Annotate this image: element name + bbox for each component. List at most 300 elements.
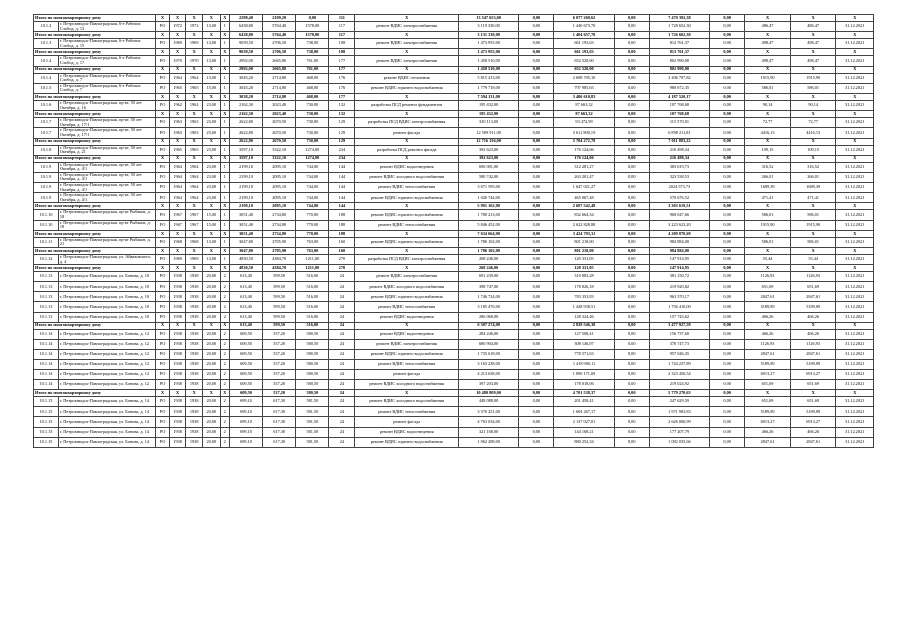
table-cell: X [202,248,220,255]
table-cell: 801 218,00 [554,237,614,247]
table-cell: 471,41 [745,193,791,203]
table-cell: X [202,203,220,210]
table-cell: 744,00 [296,183,329,193]
table-cell: 115 570,01 [649,118,709,128]
table-cell: X [202,230,220,237]
table-cell: 312 281,27 [554,162,614,172]
table-cell: 10.1.15 [34,397,59,407]
table-cell: 2734,80 [263,230,296,237]
table-cell: 10.1.10 [34,210,59,220]
table-cell: РО [156,359,169,369]
table-cell: 0,00 [614,162,649,172]
table-cell: 1938 [169,329,186,339]
table-cell: 1963 [169,128,186,138]
table-cell: X [355,390,459,397]
table-cell: 10.1.14 [34,329,59,339]
table-cell: 24 [329,282,355,292]
table-cell: 1 [220,193,229,203]
table-cell: 651,69 [790,282,836,292]
table-cell: 144 [329,203,355,210]
table-cell: X [156,155,169,162]
table-cell: 466,26 [745,312,791,322]
table-cell: 516,00 [296,292,329,302]
table-cell: 2 [220,282,229,292]
table-cell: 1126,93 [790,339,836,349]
table-cell: 0,00 [519,138,554,145]
total-label-cell: Итого по многоквартирному дому [34,203,156,210]
table-row [34,73,874,83]
table-cell: 31.12.2021 [836,73,874,83]
table-cell: 466,26 [745,329,791,339]
table-cell: ремонт фасада [355,417,459,427]
table-cell: X [156,93,169,100]
table-cell: 6 898 211,81 [649,128,709,138]
table-cell: X [745,203,791,210]
table-cell: 2199,10 [229,172,262,182]
table-cell: РО [156,437,169,447]
table-cell: 20,00 [202,359,220,369]
table-cell: 1938 [186,302,203,312]
table-cell: X [186,322,203,329]
table-cell: 3 131 330,00 [459,32,519,39]
table-cell: 7 594 131,00 [459,93,519,100]
table-cell: РО [156,329,169,339]
table-cell: 0,00 [709,329,744,339]
table-cell: X [220,49,229,56]
table-cell: 1274,00 [296,145,329,155]
table-cell: X [745,111,791,118]
table-cell: X [745,230,791,237]
table-cell: 5 815 413,00 [459,73,519,83]
table-cell: 24 [329,272,355,282]
table-cell: 609,50 [229,349,262,359]
table-cell: 383 619,73 [649,162,709,172]
table-cell: 609,50 [229,329,262,339]
table-cell: 0,00 [709,111,744,118]
table-cell: 2714,80 [263,93,296,100]
table-cell: 2 [220,380,229,390]
table-cell: 2199,10 [229,162,262,172]
table-cell: ремонт ВДИС теплоснабжения [355,220,459,230]
table-cell: 1938 [169,370,186,380]
table-cell: 3322,10 [263,155,296,162]
table-cell: 2 [220,312,229,322]
table-cell: 0,00 [614,49,649,56]
table-cell: 31.12.2021 [836,292,874,302]
table-cell: 93 472,99 [554,118,614,128]
table-cell: 0,00 [519,66,554,73]
table-cell: 2705,90 [263,248,296,255]
table-cell: 1938 [186,417,203,427]
table-cell: 1963 [186,128,203,138]
table-cell: 15,00 [202,220,220,230]
table-cell: 31.12.2021 [836,282,874,292]
table-cell: 0,00 [519,397,554,407]
table-cell: РО [156,397,169,407]
table-cell: 6 077 260,62 [554,15,614,22]
table-cell: 699,10 [229,417,262,427]
table-cell: 2 [220,292,229,302]
table-cell: 1938 [186,380,203,390]
table-cell: г. Петрозаводск-Павлоградская, пр-кт Рыбаков, д. 21 [58,237,155,247]
table-cell: РО [156,83,169,93]
table-cell: 537,20 [263,380,296,390]
table-cell: 738,00 [296,49,329,56]
table-cell: 609,50 [229,359,262,369]
table-cell: 0,00 [519,359,554,369]
table-cell: РО [156,427,169,437]
table-cell: 0,00 [614,437,649,447]
table-cell: 3045,20 [229,83,262,93]
table-cell: X [169,390,186,397]
table-cell: 178 826,18 [554,282,614,292]
table-cell: 1938 [186,370,203,380]
table-cell: 10.1.11 [34,237,59,247]
table-cell: РО [156,370,169,380]
table-cell: 160 [329,237,355,247]
table-cell: 9039,50 [229,39,262,49]
spreadsheet-page [33,14,874,448]
table-cell: 107 768,68 [649,111,709,118]
table-cell: 0,00 [519,172,554,182]
table-cell: 0,00 [709,39,744,49]
table-cell: 10.1.15 [34,427,59,437]
table-cell: 537,20 [263,329,296,339]
table-cell: 1962 [186,100,203,110]
table-cell: X [186,49,203,56]
table-cell: 0,00 [519,427,554,437]
table-cell: 0,00 [614,210,649,220]
table-cell: 0,00 [709,220,744,230]
table-cell: 0,00 [614,427,649,437]
table-cell: 686 904,00 [459,339,519,349]
table-cell: 599,50 [263,322,296,329]
table-cell: 13,00 [202,237,220,247]
table-cell: 129 [329,128,355,138]
table-cell: 651,69 [745,380,791,390]
table-cell: 690 001,00 [459,162,519,172]
table-cell: 516,00 [296,302,329,312]
table-cell: 763,00 [296,237,329,247]
table-cell: X [836,15,874,22]
total-row [34,32,874,39]
table-cell: 0,00 [519,56,554,66]
table-cell: 268 246,00 [459,265,519,272]
table-cell: 4 187 520,17 [649,93,709,100]
table-cell: X [790,265,836,272]
table-cell: 1964 [169,172,186,182]
table-cell: 0,00 [519,100,554,110]
table-cell: 10.1.9 [34,162,59,172]
table-cell: 797 985,65 [554,83,614,93]
total-row [34,265,874,272]
total-label-cell: Итого по многоквартирному дому [34,322,156,329]
table-cell: X [836,265,874,272]
table-cell: 31.12.2021 [836,255,874,265]
table-cell: 1 458 510,00 [459,66,519,73]
table-cell: 188 [329,230,355,237]
table-row [34,237,874,247]
table-cell: 1964 [169,183,186,193]
table-cell: 2622,80 [229,118,262,128]
table-cell: 3047,80 [229,248,262,255]
table-cell: 6 307 274,00 [459,322,519,329]
table-cell: 13,00 [202,22,220,32]
table-cell: 468,00 [296,93,329,100]
table-cell: 31.12.2021 [836,118,874,128]
table-cell: 0,00 [296,15,329,22]
table-cell: 1970 [186,56,203,66]
table-cell: 1 026 744,00 [459,193,519,203]
table-cell: ремонт ВДИС горячего водоснабжения [355,292,459,302]
table-cell: X [836,32,874,39]
table-cell: 55,44 [790,255,836,265]
total-row [34,66,874,73]
table-cell: X [745,32,791,39]
table-cell: X [836,248,874,255]
table-row [34,100,874,110]
table-cell: г. Петрозаводск-Павлоградская, 6-е Рабочих Слобод, д. 15 [58,39,155,49]
table-cell: 0,00 [709,145,744,155]
table-cell: 1965 [169,145,186,155]
table-cell: 0,00 [519,93,554,100]
table-cell: 609,50 [229,339,262,349]
table-cell: 1969 [169,39,186,49]
table-cell: 2 137 027,01 [554,417,614,427]
table-cell: г. Петрозаводск-Павлоградская, ул. Бонова, д. 12 [58,339,155,349]
table-cell: 1 726 662,30 [649,32,709,39]
table-cell: 6438,80 [229,32,262,39]
table-cell: 12 509 911,00 [459,128,519,138]
table-cell: 0,00 [614,329,649,339]
table-row [34,162,874,172]
table-cell: 1915,90 [745,73,791,83]
table-cell: X [355,111,459,118]
table-cell: 0,00 [614,118,649,128]
table-row [34,407,874,417]
table-cell: 31.12.2021 [836,370,874,380]
table-cell: 3051,40 [229,220,262,230]
table-cell: 1 [220,39,229,49]
table-cell: 24 [329,417,355,427]
table-cell: 31.12.2021 [836,100,874,110]
table-cell: 201 458,41 [554,397,614,407]
table-cell: 1972 [169,22,186,32]
table-cell: РО [156,282,169,292]
table-cell: ремонт фасада [355,128,459,138]
table-cell: 0,00 [709,193,744,203]
table-cell: 0,00 [519,322,554,329]
table-cell: 0,00 [709,380,744,390]
total-label-cell: Итого по многоквартирному дому [34,248,156,255]
table-cell: 599,50 [263,312,296,322]
table-cell: 111 [329,15,355,22]
table-cell: 7 470 392,38 [649,15,709,22]
table-cell: 20,00 [202,339,220,349]
table-cell: 661 193,63 [554,49,614,56]
table-cell: 1938 [169,359,186,369]
total-row [34,93,874,100]
table-cell: 13,00 [202,255,220,265]
table-cell: 2298,40 [229,15,262,22]
table-cell: РО [156,56,169,66]
table-cell: 24 [329,339,355,349]
table-cell: 699,10 [229,427,262,437]
table-cell: 20,00 [202,329,220,339]
total-row [34,138,874,145]
table-cell: X [156,138,169,145]
table-row [34,370,874,380]
table-row [34,193,874,203]
table-cell: 617,30 [263,407,296,417]
table-cell: 3038,20 [229,93,262,100]
table-cell: X [790,390,836,397]
table-cell: X [836,66,874,73]
table-cell: 486,47 [745,22,791,32]
table-cell: 31.12.2021 [836,128,874,138]
table-cell: 90,14 [745,100,791,110]
table-cell: 468,00 [296,83,329,93]
total-label-cell: Итого по многоквартирному дому [34,230,156,237]
table-cell: 286 068,00 [459,312,519,322]
table-cell: ремонт ВДИС теплоснабжения [355,183,459,193]
table-cell: 20,00 [202,312,220,322]
table-cell: 87 663,32 [554,111,614,118]
table-row [34,380,874,390]
table-cell: 0,00 [519,407,554,417]
table-cell: 31.12.2021 [836,162,874,172]
table-cell: X [790,66,836,73]
table-cell: 177 207,79 [649,427,709,437]
table-cell: 3 424 793,31 [554,230,614,237]
total-row [34,15,874,22]
table-cell: X [745,66,791,73]
table-cell: 5 991 162,00 [459,203,519,210]
table-cell: 7 634 664,00 [459,230,519,237]
table-cell: 4 209 870,69 [649,230,709,237]
total-label-cell: Итого по многоквартирному дому [34,93,156,100]
table-cell: 144 [329,183,355,193]
table-cell: 599,50 [263,272,296,282]
table-cell: 176 [329,73,355,83]
table-cell: 0,00 [709,93,744,100]
table-cell: 144 [329,172,355,182]
table-cell: X [156,111,169,118]
table-cell: 176 124,66 [554,145,614,155]
table-cell: 0,00 [519,39,554,49]
table-cell: 2734,80 [263,210,296,220]
table-cell: ремонт ВДИС горячего водоснабжения [355,437,459,447]
table-cell: 23,00 [202,118,220,128]
table-cell: 23,00 [202,183,220,193]
table-cell: X [156,203,169,210]
table-cell: X [790,15,836,22]
table-cell: 10.1.14 [34,370,59,380]
table-cell: 5189,89 [790,359,836,369]
table-cell: 1938 [186,339,203,349]
table-cell: 195 432,00 [459,111,519,118]
table-cell: 0,00 [709,322,744,329]
table-cell: ремонт ВДИС горячего водоснабжения [355,210,459,220]
table-cell: 581,50 [296,407,329,417]
table-cell: 5189,89 [745,302,791,312]
table-cell: X [186,111,203,118]
table-row [34,145,874,155]
table-cell: 2992,00 [229,66,262,73]
table-cell: 5 779 270,63 [649,390,709,397]
table-cell: 2 608 705,10 [554,73,614,83]
table-cell: 132 [329,111,355,118]
table-cell: X [790,32,836,39]
table-cell: 1963 [169,118,186,128]
table-cell: 880 252,34 [554,437,614,447]
table-cell: 0,00 [614,22,649,32]
table-cell: 1938 [169,407,186,417]
table-cell: 0,00 [709,56,744,66]
table-cell: X [202,322,220,329]
table-cell: X [186,390,203,397]
table-cell: 3 163 238,00 [459,359,519,369]
table-cell: 1967 [169,210,186,220]
table-cell: 0,00 [614,380,649,390]
table-row [34,292,874,302]
table-cell: 1915,90 [790,220,836,230]
table-cell: 266,01 [745,172,791,182]
table-cell: 465 067,48 [554,193,614,203]
table-cell: г. Петрозаводск-Павлоградская, ул. Бонова, д. 12 [58,329,155,339]
table-cell: X [169,230,186,237]
table-cell: 651,69 [745,397,791,407]
table-cell: 177 [329,56,355,66]
table-cell: 586,01 [745,83,791,93]
table-cell: X [169,66,186,73]
table-row [34,417,874,427]
table-cell: X [355,322,459,329]
table-cell: 0,00 [614,15,649,22]
table-cell: РО [156,210,169,220]
table-cell: X [202,93,220,100]
table-cell: 1578,00 [296,32,329,39]
table-cell: 0,00 [709,32,744,39]
table-cell: 31.12.2021 [836,56,874,66]
table-cell: 5189,89 [745,359,791,369]
table-cell: 580 742,00 [459,172,519,182]
table-cell: X [156,49,169,56]
table-cell: ремонт ВДИС электроснабжения [355,56,459,66]
table-cell: 0,00 [519,292,554,302]
table-cell: РО [156,183,169,193]
table-cell: 20,00 [202,380,220,390]
table-cell: 651,69 [790,380,836,390]
table-cell: 31.12.2021 [836,407,874,417]
table-cell: 0,00 [709,417,744,427]
table-cell: 0,00 [519,329,554,339]
table-cell: 2095,10 [263,162,296,172]
table-cell: 10.1.8 [34,145,59,155]
table-cell: ремонт ВДИС электроснабжения [355,22,459,32]
table-cell: 0,00 [614,282,649,292]
table-cell: 10.1.15 [34,417,59,427]
table-cell: 0,00 [519,230,554,237]
table-cell: 0,00 [519,15,554,22]
table-cell: 9039,50 [229,49,262,56]
table-cell: 31.12.2021 [836,220,874,230]
table-cell: 13,00 [202,39,220,49]
table-cell: 770,00 [296,220,329,230]
table-cell: 1 [220,145,229,155]
table-cell: 31.12.2021 [836,380,874,390]
table-cell: 730,00 [296,111,329,118]
